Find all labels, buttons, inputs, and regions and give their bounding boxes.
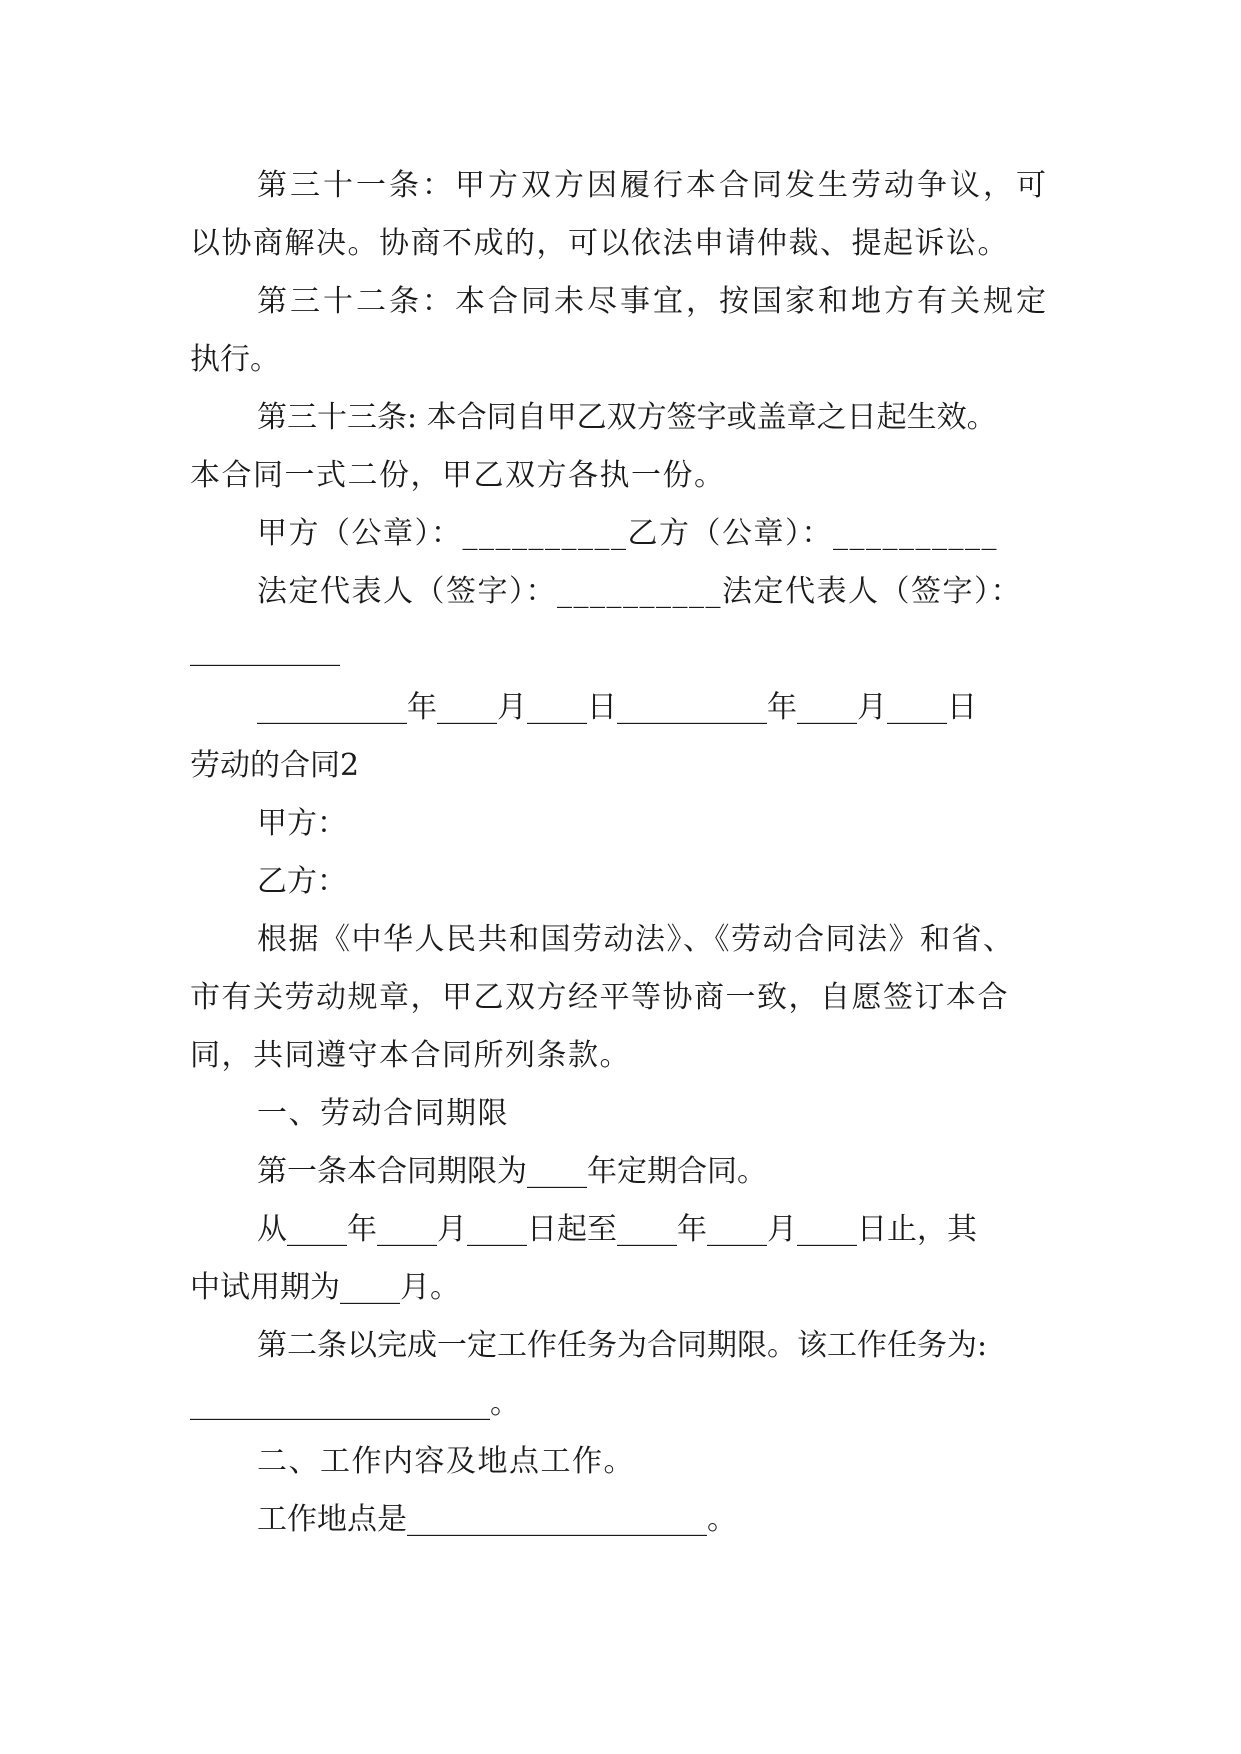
article-1-line: 第一条本合同期限为____年定期合同。 <box>257 1154 767 1189</box>
clause-31-line-1: 第三十一条：甲方双方因履行本合同发生劳动争议，可 <box>257 168 1049 203</box>
party-b-line: 乙方： <box>257 864 347 899</box>
section-1-heading: 一、劳动合同期限 <box>257 1096 509 1131</box>
work-location-line: 工作地点是____________________。 <box>257 1502 737 1537</box>
article-2-line-2: ____________________。 <box>190 1386 520 1421</box>
party-a-line: 甲方： <box>257 806 347 841</box>
legal-rep-signature-line: 法定代表人（签字）：__________法定代表人（签字）： <box>257 574 1022 609</box>
clause-32-line-2: 执行。 <box>190 342 280 377</box>
preamble-line-3: 同，共同遵守本合同所列条款。 <box>190 1038 631 1073</box>
clause-33-line-1: 第三十三条: 本合同自甲乙双方签字或盖章之日起生效。 <box>257 400 997 435</box>
party-seal-line: 甲方（公章）：__________乙方（公章）：__________ <box>257 516 998 551</box>
term-dates-line-2: 中试用期为____月。 <box>190 1270 460 1305</box>
signing-date-line: __________年____月____日__________年____月____日 <box>257 690 977 725</box>
preamble-line-1: 根据《中华人民共和国劳动法》、《劳动合同法》和省、 <box>257 922 1015 957</box>
contract-2-title: 劳动的合同2 <box>190 748 360 783</box>
clause-32-line-1: 第三十二条：本合同未尽事宜，按国家和地方有关规定 <box>257 284 1049 319</box>
clause-31-line-2: 以协商解决。协商不成的，可以依法申请仲裁、提起诉讼。 <box>190 226 1009 261</box>
section-2-heading: 二、工作内容及地点工作。 <box>257 1444 635 1479</box>
clause-33-line-2: 本合同一式二份，甲乙双方各执一份。 <box>190 458 726 493</box>
legal-rep-blank-line: __________ <box>190 632 340 667</box>
term-dates-line-1: 从____年____月____日起至____年____月____日止，其 <box>257 1212 977 1247</box>
article-2-line-1: 第二条以完成一定工作任务为合同期限。该工作任务为: <box>257 1328 988 1363</box>
preamble-line-2: 市有关劳动规章，甲乙双方经平等协商一致，自愿签订本合 <box>190 980 1009 1015</box>
